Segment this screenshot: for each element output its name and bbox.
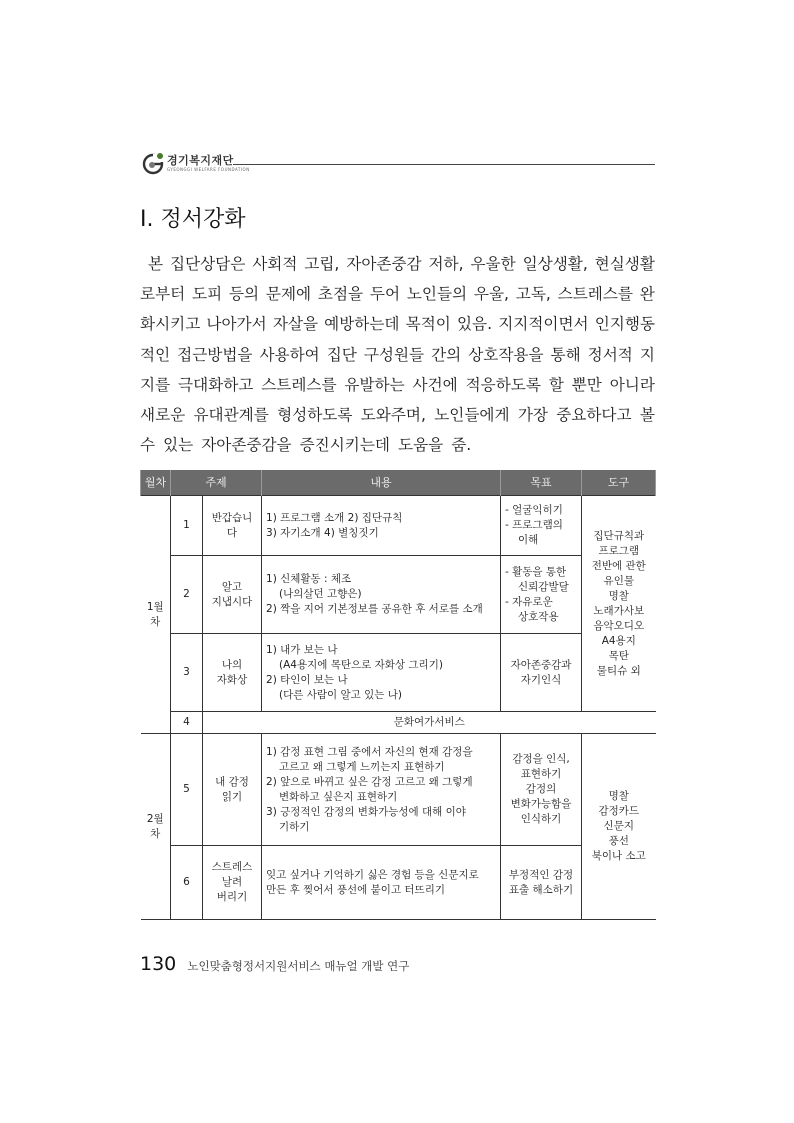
body-word: 집단 (326, 345, 357, 364)
body-word: 적인 (140, 345, 171, 364)
cell-line: - 활동을 통한 (505, 565, 567, 578)
body-word: 할 (548, 375, 564, 394)
session-content (262, 734, 501, 846)
body-word: 우울, (473, 285, 509, 304)
body-word: 유발하는 (344, 375, 405, 394)
session-topic (203, 634, 262, 712)
body-word: 도움을 (398, 436, 444, 455)
cell-line: 지냅시다 (211, 595, 253, 608)
body-line (140, 400, 655, 430)
body-word: 자아존중감 (346, 255, 422, 273)
body-line (140, 309, 655, 339)
page-footer (140, 953, 409, 975)
cell-line: 음악오디오 (593, 619, 645, 632)
session-content (262, 846, 501, 920)
header-content: 내용 (262, 470, 501, 496)
body-word: 있음. (456, 315, 493, 334)
table-row (141, 496, 656, 556)
org-subtitle: GYEONGGI WELFARE FOUNDATION (167, 167, 250, 172)
body-word: 새로운 (140, 405, 186, 424)
body-word: 예방하는데 (324, 315, 400, 334)
cell-line: 변화하고 싶은지 표현하기 (279, 790, 398, 803)
cell-line: 집단규칙과 (593, 529, 645, 542)
cell-line: 목탄 (608, 649, 629, 662)
body-word: 초점을 (317, 285, 364, 304)
session-content (262, 496, 501, 556)
cell-line: 만든 후 찢어서 풍선에 붙이고 터뜨리기 (266, 883, 445, 896)
cell-line: 3) 자기소개 4) 별칭짓기 (266, 526, 379, 539)
cell-line: 날려 (221, 876, 243, 888)
body-word: 로부터 (140, 285, 186, 304)
header-divider (233, 164, 655, 165)
cell-line: 2) 짝을 지어 기본정보를 공유한 후 서로를 소개 (266, 603, 483, 615)
cell-line: 자아존중감과 (510, 658, 572, 671)
session-goal (501, 734, 582, 846)
body-word: 고립, (304, 255, 340, 273)
cell-line: 프로그램 (598, 544, 640, 557)
body-word: 스트레스를 (557, 285, 633, 304)
cell-line: 명찰 (608, 790, 629, 802)
cell-line: (A4용지에 목탄으로 자화상 그리기) (279, 658, 443, 671)
body-word: 인지행동 (594, 315, 655, 334)
cell-line: 이해 (518, 534, 539, 546)
session-number: 4 (171, 712, 203, 734)
cell-line: - 프로그램의 (505, 519, 563, 531)
table-row (141, 712, 656, 734)
cell-line: 유인물 (603, 574, 634, 587)
cell-line: 표출 해소하기 (508, 883, 574, 896)
session-topic (203, 496, 262, 556)
body-word: 상호작용을 (468, 345, 544, 364)
header-goal: 목표 (501, 470, 582, 496)
month-cell: 2월차 (141, 734, 171, 920)
body-word: 통해 (550, 345, 581, 364)
body-word: 아니라 (609, 375, 655, 394)
body-word: 중요하다고 (556, 405, 632, 424)
session-number: 5 (171, 734, 203, 846)
table-row (141, 556, 656, 634)
body-word: 스트레스를 (261, 375, 337, 394)
body-word: 자살을 (272, 315, 319, 334)
body-paragraph (140, 249, 655, 460)
body-line (140, 279, 655, 309)
cell-line: 감정카드 (598, 805, 640, 817)
session-goal (501, 846, 582, 920)
cell-line: 자기인식 (520, 673, 562, 686)
cell-line: 표현하기 (520, 768, 562, 780)
body-word: 줌. (451, 436, 472, 455)
body-word: 화시키고 (140, 315, 201, 334)
cell-line: 3) 긍정적인 감정의 변화가능성에 대해 이야 (266, 805, 466, 818)
session-topic (203, 846, 262, 920)
body-word: 문제에 (265, 285, 312, 304)
cell-line: 풍선 (608, 835, 629, 847)
session-number: 1 (171, 496, 203, 556)
cell-line: 반갑습니다 (211, 511, 253, 539)
cell-line: 인식하기 (520, 813, 562, 825)
table-header-row (141, 470, 656, 496)
cell-line: - 얼굴익히기 (505, 504, 563, 516)
session-number: 2 (171, 556, 203, 634)
body-word: 간의 (431, 345, 462, 364)
page-header (140, 150, 655, 180)
cell-line: 물티슈 외 (596, 664, 641, 677)
cell-line: 스트레스 (211, 861, 253, 873)
body-word: 등의 (228, 285, 260, 304)
body-line (140, 430, 655, 460)
body-word: 본 (148, 255, 164, 273)
cell-line: 북이나 소고 (591, 850, 646, 862)
body-word: 도피 (192, 285, 223, 304)
body-word: 정서적 (587, 345, 633, 364)
tools-cell (582, 496, 656, 712)
cell-line: 1) 감정 표현 그림 중에서 자신의 현재 감정을 (266, 745, 473, 758)
session-number: 6 (171, 846, 203, 920)
cell-line: 신문지 (603, 820, 634, 832)
cell-line: 고르고 왜 그렇게 느끼는지 표현하기 (279, 760, 445, 773)
month-cell: 1월차 (141, 496, 171, 734)
body-word: 목적이 (405, 315, 451, 334)
foundation-logo-icon (140, 150, 166, 176)
body-word: 뿐만 (571, 375, 602, 394)
body-word: 저하, (428, 255, 464, 273)
cell-line: 버리기 (216, 891, 248, 903)
session-goal (501, 556, 582, 634)
session-topic (203, 556, 262, 634)
session-content (262, 634, 501, 712)
session-topic (203, 734, 262, 846)
body-word: 우울한 (470, 255, 516, 273)
table-row (141, 846, 656, 920)
session-number: 3 (171, 634, 203, 712)
footer-title: 노인맞춤형정서지원서비스 매뉴얼 개발 연구 (187, 959, 410, 973)
body-word: 완 (639, 285, 655, 304)
cell-line: 나의 (221, 658, 243, 671)
session-goal (501, 634, 582, 712)
cell-line: 2) 앞으로 바뀌고 싶은 감정 고르고 왜 그렇게 (266, 775, 473, 788)
cell-line: 알고 (221, 580, 243, 593)
cell-line: 신뢰감발달 (518, 580, 569, 593)
header-tools: 도구 (582, 470, 656, 496)
body-word: 사건에 (412, 375, 458, 394)
cell-line: 전반에 관한 (591, 559, 646, 572)
cell-line: 자화상 (216, 673, 248, 686)
body-line (140, 370, 655, 400)
cell-line: 부정적인 감정 (508, 868, 574, 881)
cell-line: (나의살던 고향은) (279, 588, 362, 600)
cell-line: 감정을 인식, (512, 753, 570, 765)
header-month: 월차 (141, 470, 171, 496)
cell-line: 변화가능함을 (510, 798, 572, 810)
cell-line: 잊고 싶거나 기억하기 싫은 경험 등을 신문지로 (266, 868, 479, 881)
body-word: 사용하여 (259, 345, 320, 364)
body-word: 접근방법을 (177, 345, 253, 364)
cell-line: 읽기 (221, 790, 243, 803)
cell-line: 1) 프로그램 소개 2) 집단규칙 (266, 511, 403, 524)
body-word: 노인들의 (406, 285, 468, 304)
merged-activity: 문화여가서비스 (203, 712, 656, 734)
cell-line: 2) 타인이 보는 나 (266, 673, 348, 686)
cell-line: A4용지 (601, 634, 636, 647)
section-title: Ⅰ. 정서강화 (140, 207, 246, 232)
table-row (141, 734, 656, 846)
body-word: 증진시키는데 (299, 436, 390, 455)
body-word: 노인들에게 (434, 405, 510, 424)
body-word: 유대관계를 (193, 405, 269, 424)
session-content (262, 556, 501, 634)
body-word: 있는 (163, 436, 194, 455)
cell-line: 내 감정 (215, 775, 249, 788)
cell-line: - 자유로운 (505, 595, 553, 608)
tools-cell (582, 734, 656, 920)
body-word: 가장 (517, 405, 548, 424)
header-topic: 주제 (171, 470, 262, 496)
body-word: 구성원들 (363, 345, 425, 364)
body-word: 자아존중감을 (201, 436, 292, 455)
cell-line: 기하기 (279, 820, 310, 833)
cell-line: 명찰 (608, 589, 629, 602)
body-word: 현실생활 (594, 255, 655, 273)
body-word: 집단상담은 (169, 255, 246, 273)
body-word: 지지적이면서 (498, 315, 589, 334)
body-word: 나아가서 (206, 315, 267, 334)
body-line (140, 340, 655, 370)
cell-line: 상호작용 (518, 610, 559, 623)
page-number: 130 (140, 953, 177, 975)
body-word: 도와주며, (360, 405, 426, 424)
body-line (140, 249, 655, 279)
body-word: 일상생활, (522, 255, 588, 273)
cell-line: 감정의 (525, 783, 557, 795)
body-word: 수 (140, 436, 156, 455)
program-table (140, 470, 656, 920)
org-name: 경기복지재단 (167, 154, 234, 167)
cell-line: (다른 사람이 알고 있는 나) (279, 688, 402, 701)
body-word: 볼 (639, 405, 655, 424)
table-row (141, 634, 656, 712)
body-word: 지를 (140, 375, 171, 394)
body-word: 적응하도록 (465, 375, 541, 394)
body-word: 형성하도록 (277, 405, 353, 424)
body-word: 사회적 (252, 255, 298, 273)
body-word: 고독, (515, 285, 551, 304)
body-word: 두어 (369, 285, 401, 304)
body-word: 극대화하고 (178, 375, 254, 394)
cell-line: 노래가사보 (593, 604, 645, 617)
cell-line: 1) 신체활동 : 체조 (266, 573, 352, 585)
session-goal (501, 496, 582, 556)
body-word: 지 (639, 345, 655, 364)
cell-line: 1) 내가 보는 나 (266, 643, 338, 656)
